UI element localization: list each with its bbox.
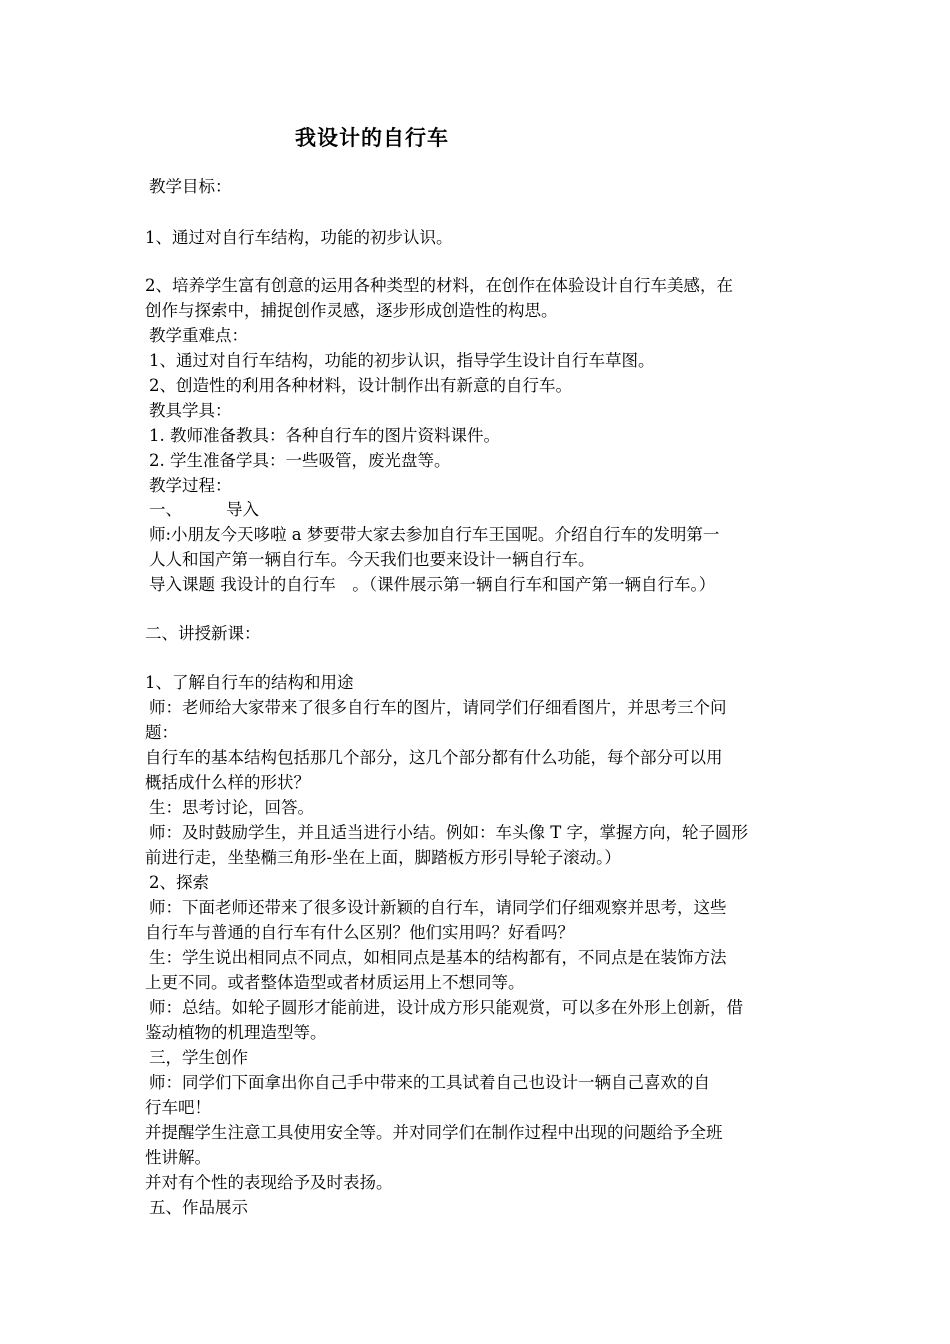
paragraph-line: 2、培养学生富有创意的运用各种类型的材料，在创作在体验设计自行车美感，在 [145, 276, 733, 295]
paragraph-line: 上更不同。或者整体造型或者材质运用上不想同等。 [145, 973, 525, 992]
section-heading: 三，学生创作 [149, 1048, 248, 1067]
paragraph-line: 行车吧！ [145, 1098, 211, 1117]
heading-key-points: 教学重难点： [149, 326, 248, 345]
paragraph-line: 导入课题 我设计的自行车 。（课件展示第一辆自行车和国产第一辆自行车。） [149, 575, 716, 594]
paragraph-line: 前进行走，坐垫椭三角形-坐在上面，脚踏板方形引导轮子滚动。） [145, 848, 621, 867]
paragraph-line: 自行车的基本结构包括那几个部分，这几个部分都有什么功能，每个部分可以用 [145, 748, 723, 767]
section-heading: 五、作品展示 [149, 1198, 248, 1217]
paragraph-line: 师：及时鼓励学生，并且适当进行小结。例如：车头像 T 字，掌握方向，轮子圆形 [149, 823, 748, 842]
paragraph-line: 并对有个性的表现给予及时表扬。 [145, 1173, 393, 1192]
paragraph-line: 题： [145, 723, 178, 742]
subsection-heading: 2、探索 [149, 873, 209, 892]
paragraph-line: 概括成什么样的形状？ [145, 773, 310, 792]
heading-teaching-aids: 教具学具： [149, 401, 232, 420]
section-intro-heading [149, 498, 819, 522]
subsection-heading: 1、了解自行车的结构和用途 [145, 673, 354, 692]
section-heading: 二、讲授新课： [145, 624, 261, 643]
paragraph-line: 1. 教师准备教具：各种自行车的图片资料课件。 [149, 426, 500, 445]
paragraph-line: 2. 学生准备学具：一些吸管，废光盘等。 [149, 451, 451, 470]
paragraph-line: 鉴动植物的机理造型等。 [145, 1023, 327, 1042]
paragraph-line: 师:小朋友今天哆啦 a 梦要带大家去参加自行车王国呢。介绍自行车的发明第一 [149, 525, 720, 544]
paragraph-line: 师：老师给大家带来了很多自行车的图片，请同学们仔细看图片，并思考三个问 [149, 698, 727, 717]
section-number: 一、 [149, 500, 182, 519]
paragraph-line: 人人和国产第一辆自行车。今天我们也要来设计一辆自行车。 [149, 550, 595, 569]
heading-teaching-goals: 教学目标： [149, 177, 232, 196]
paragraph-line: 生：思考讨论，回答。 [149, 798, 314, 817]
heading-teaching-process: 教学过程： [149, 476, 232, 495]
paragraph-line: 师：下面老师还带来了很多设计新颖的自行车，请同学们仔细观察并思考，这些 [149, 898, 727, 917]
paragraph-line: 性讲解。 [145, 1148, 211, 1167]
paragraph-line: 生：学生说出相同点不同点，如相同点是基本的结构都有，不同点是在装饰方法 [149, 948, 727, 967]
paragraph-line: 并提醒学生注意工具使用安全等。并对同学们在制作过程中出现的问题给予全班 [145, 1123, 723, 1142]
paragraph-line: 师：总结。如轮子圆形才能前进，设计成方形只能观赏，可以多在外形上创新，借 [149, 998, 743, 1017]
paragraph-line: 自行车与普通的自行车有什么区别？他们实用吗？好看吗？ [145, 923, 574, 942]
paragraph-line: 师：同学们下面拿出你自己手中带来的工具试着自己也设计一辆自己喜欢的自 [149, 1073, 710, 1092]
paragraph-line: 2、创造性的利用各种材料，设计制作出有新意的自行车。 [149, 376, 572, 395]
section-title: 导入 [226, 500, 259, 519]
paragraph-line: 1、通过对自行车结构，功能的初步认识，指导学生设计自行车草图。 [149, 351, 655, 370]
paragraph-line: 创作与探索中，捕捉创作灵感，逐步形成创造性的构思。 [145, 301, 558, 320]
paragraph-line: 1、通过对自行车结构，功能的初步认识。 [145, 228, 453, 247]
document-title: 我设计的自行车 [295, 126, 449, 150]
